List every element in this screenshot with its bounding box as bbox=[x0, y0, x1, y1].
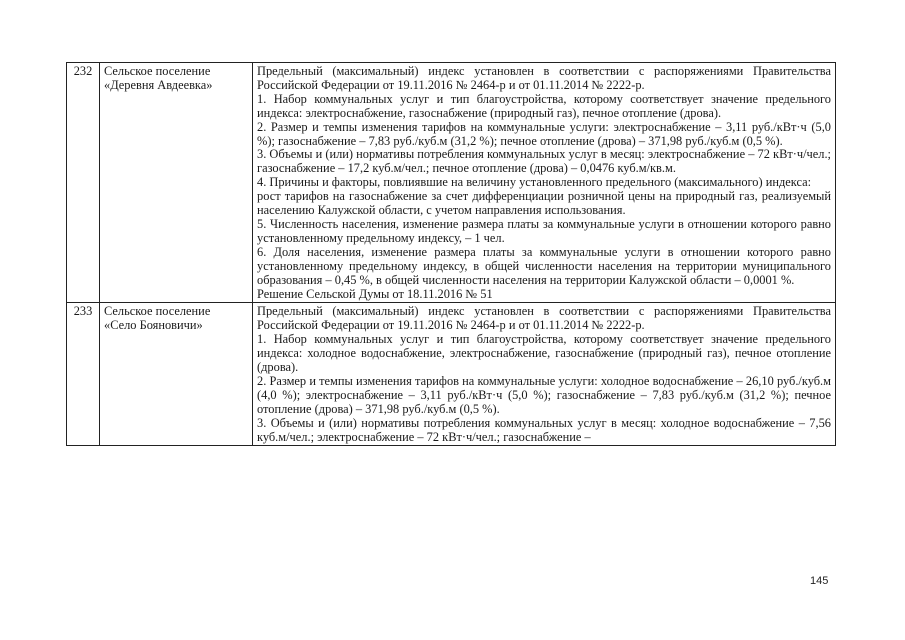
paragraph-reasons: 4. Причины и факторы, повлиявшие на величину установленного предельного (максимального) индекса: bbox=[257, 175, 812, 190]
paragraph-share: 6. Доля населения, изменение размера платы за коммунальные услуги в отношении которого равно установленному предельному индексу, в общей численности населения на территории муниципального образования – 0,45 %, в общей численности населения на территории Калужской области – 0,0001 %. bbox=[257, 244, 831, 287]
settlement-type: Сельское поселение bbox=[104, 304, 211, 319]
paragraph-decision: Решение Сельской Думы от 18.11.2016 № 51 bbox=[257, 286, 493, 301]
paragraph-volumes: 3. Объемы и (или) нормативы потребления коммунальных услуг в месяц: холодное водоснабжение – 7,56 куб.м/чел.; электроснабжение – 72 кВт·ч/чел.; газоснабжение – bbox=[257, 415, 831, 444]
row-number: 232 bbox=[67, 63, 100, 303]
paragraph-reasons-detail: рост тарифов на газоснабжение за счет дифференциации розничной цены на природный газ, реализуемый населению Калужской области, с учетом направления использования. bbox=[257, 189, 831, 218]
index-description bbox=[253, 63, 836, 303]
table-row bbox=[67, 303, 836, 446]
paragraph-services: 1. Набор коммунальных услуг и тип благоустройства, которому соответствует значение предельного индекса: холодное водоснабжение, электроснабжение, газоснабжение (природный газ), печное отопление (дрова). bbox=[257, 332, 831, 375]
settlement-name bbox=[100, 63, 253, 303]
paragraph-population: 5. Численность населения, изменение размера платы за коммунальные услуги в отношении которого равно установленному предельному индексу, – 1 чел. bbox=[257, 216, 831, 245]
settlement-name bbox=[100, 303, 253, 446]
paragraph-tariffs: 2. Размер и темпы изменения тарифов на коммунальные услуги: электроснабжение – 3,11 руб./кВт·ч (5,0 %); газоснабжение – 7,83 руб./куб.м (31,2 %); печное отопление (дрова) – 371,98 руб./куб.м (0,5 %). bbox=[257, 119, 831, 148]
row-number: 233 bbox=[67, 303, 100, 446]
page-number: 145 bbox=[810, 575, 829, 587]
table-row bbox=[67, 63, 836, 303]
paragraph-basis: Предельный (максимальный) индекс установлен в соответствии с распоряжениями Правительства Российской Федерации от 19.11.2016 № 2464-р и от 01.11.2014 № 2222-р. bbox=[257, 64, 831, 92]
index-table bbox=[66, 62, 836, 446]
index-description bbox=[253, 303, 836, 446]
paragraph-services: 1. Набор коммунальных услуг и тип благоустройства, которому соответствует значение предельного индекса: электроснабжение, газоснабжение (природный газ), печное отопление (дрова). bbox=[257, 91, 831, 120]
settlement-title: «Село Бояновичи» bbox=[104, 318, 203, 333]
paragraph-basis: Предельный (максимальный) индекс установлен в соответствии с распоряжениями Правительства Российской Федерации от 19.11.2016 № 2464-р и от 01.11.2014 № 2222-р. bbox=[257, 304, 831, 333]
paragraph-volumes: 3. Объемы и (или) нормативы потребления коммунальных услуг в месяц: электроснабжение – 72 кВт·ч/чел.; газоснабжение – 17,2 куб.м/чел.; печное отопление (дрова) – 0,0476 куб.м/кв.м. bbox=[257, 147, 831, 176]
settlement-type: Сельское поселение bbox=[104, 64, 211, 78]
paragraph-tariffs: 2. Размер и темпы изменения тарифов на коммунальные услуги: холодное водоснабжение – 26,10 руб./куб.м (4,0 %); электроснабжение – 3,11 руб./кВт·ч (5,0 %); газоснабжение – 7,83 руб./куб.м (31,2 %); печное отопление (дрова) – 371,98 руб./куб.м (0,5 %). bbox=[257, 373, 831, 416]
settlement-title: «Деревня Авдеевка» bbox=[104, 77, 213, 92]
